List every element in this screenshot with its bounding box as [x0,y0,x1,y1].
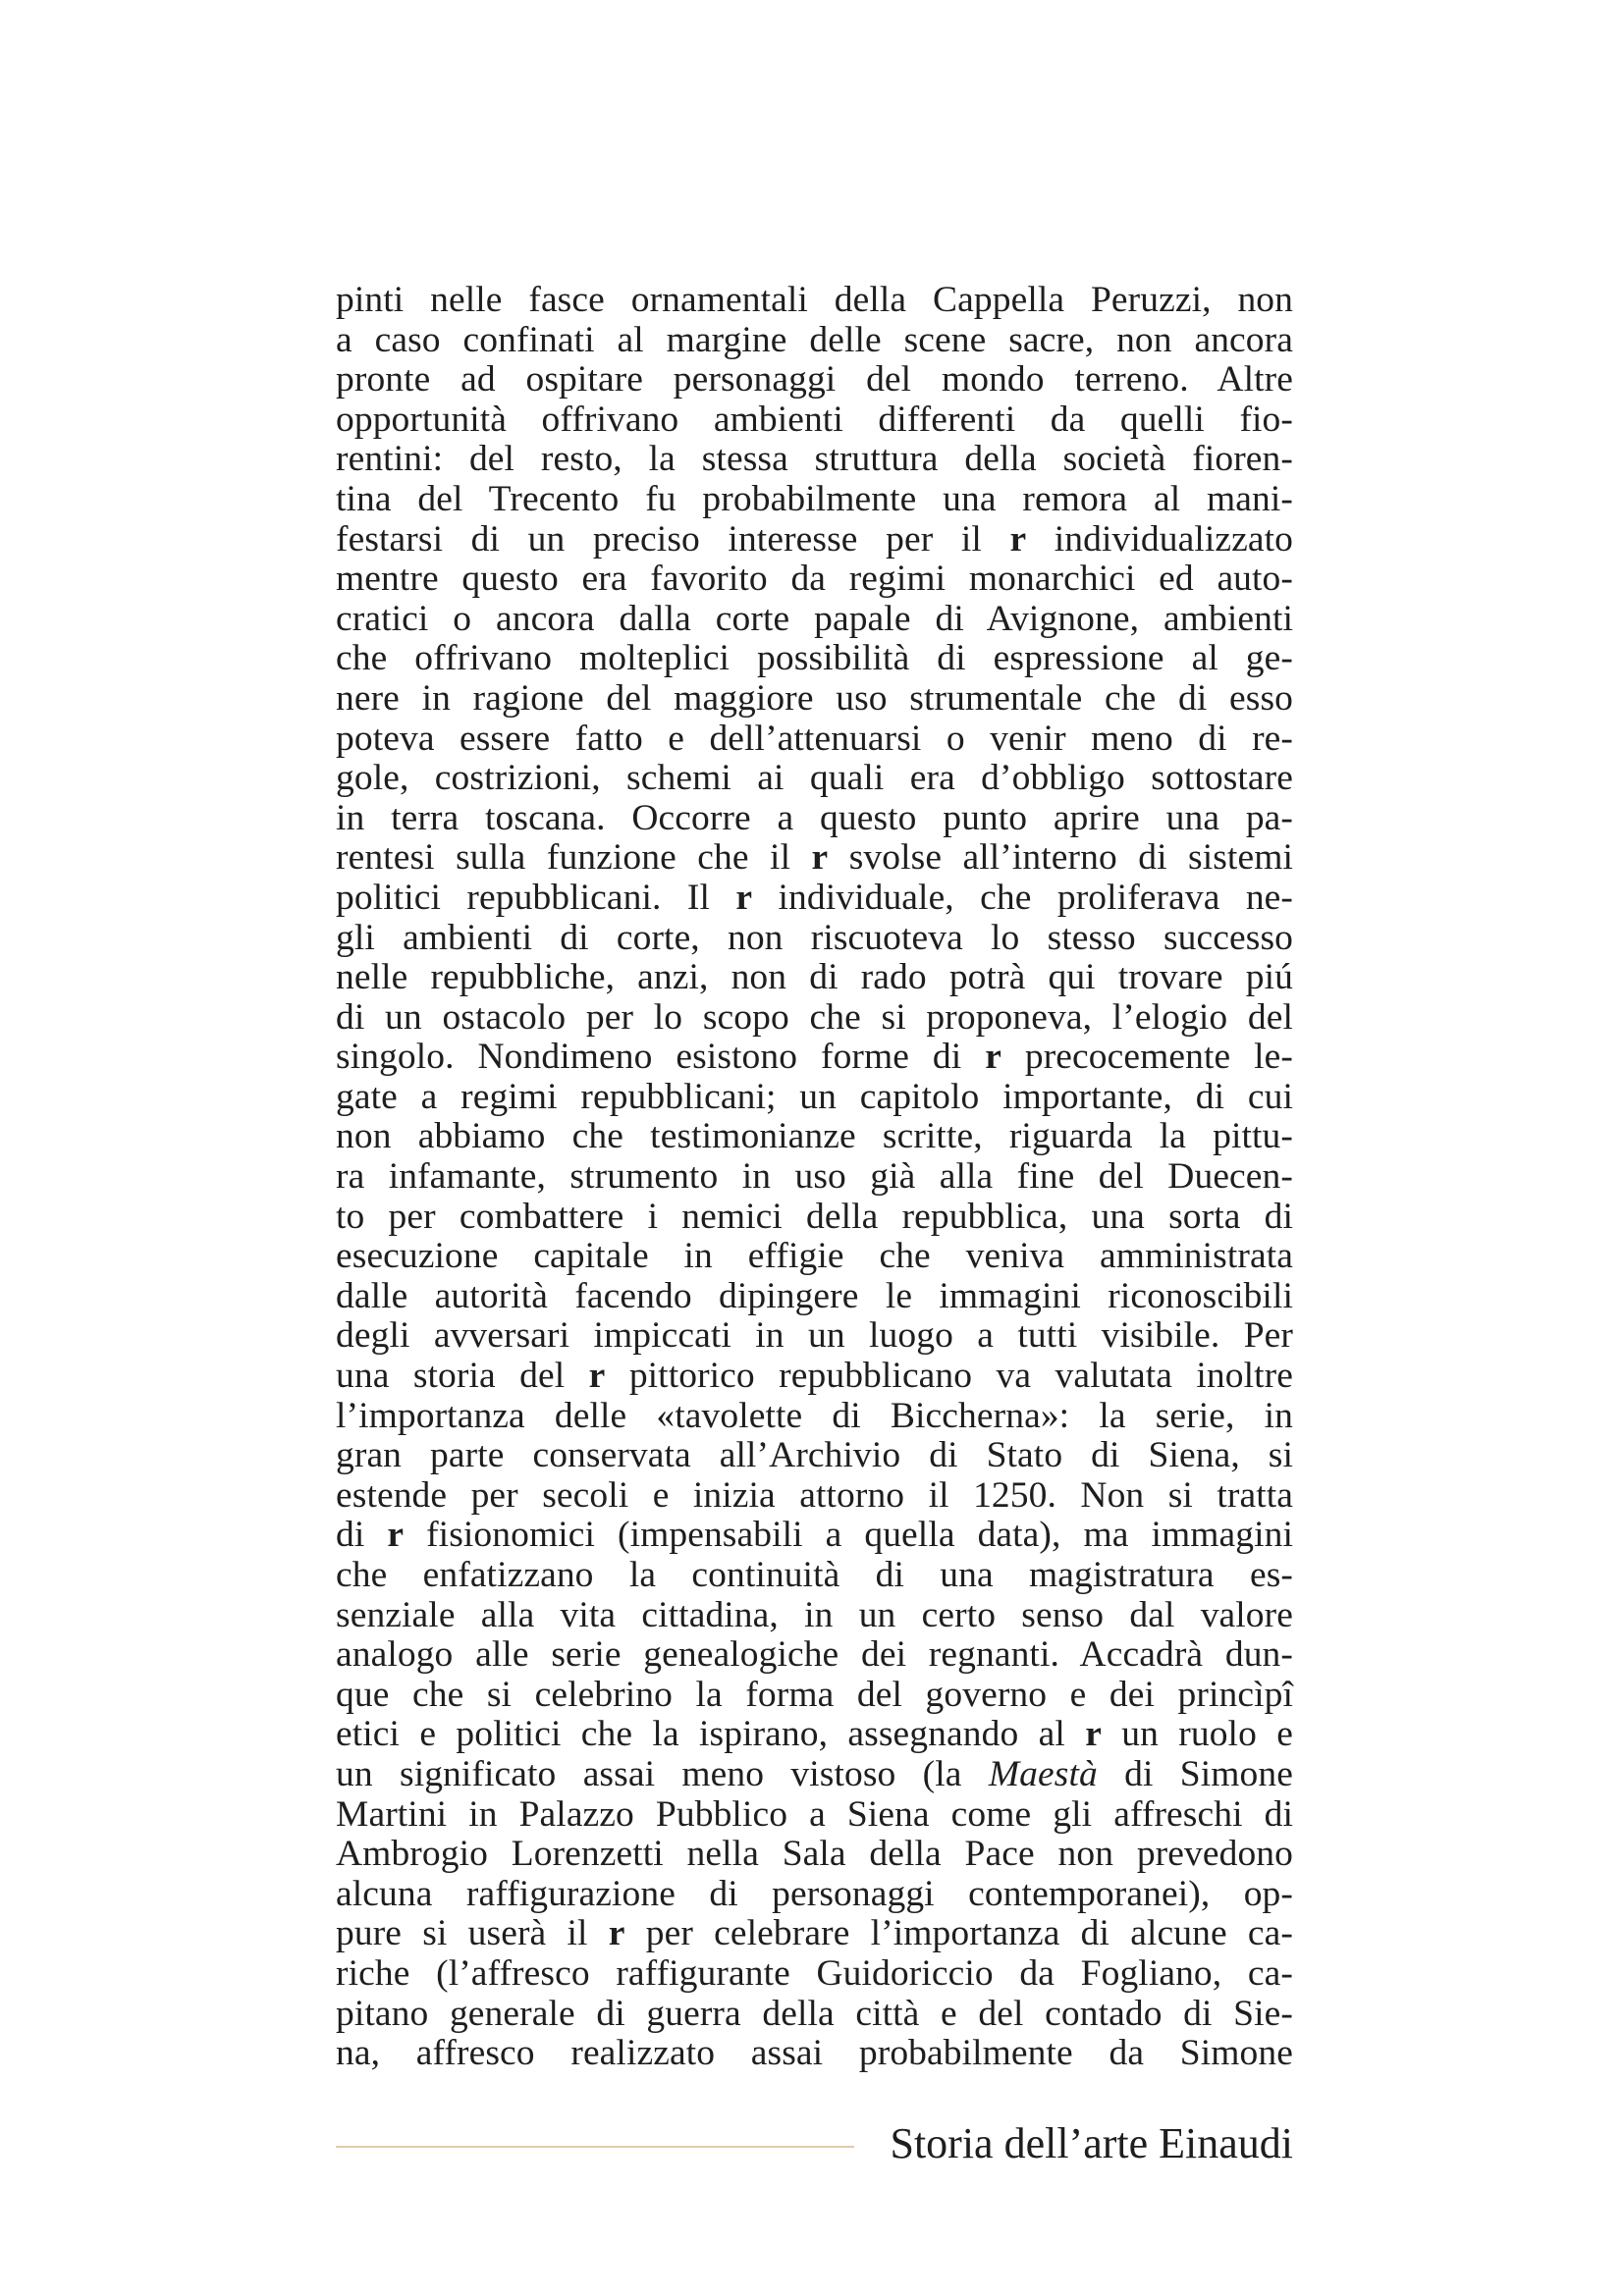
bold-abbreviation: r [608,1913,625,1954]
text-line: opportunità offrivano ambienti differenti da quelli fio- [336,399,1293,440]
text-line: gole, costrizioni, schemi ai quali era d’obbligo sottostare [336,758,1293,799]
bold-abbreviation: r [985,1037,1001,1078]
bold-abbreviation: r [1085,1714,1102,1755]
text-line: Ambrogio Lorenzetti nella Sala della Pace non prevedono [336,1834,1293,1875]
text-line: dalle autorità facendo dipingere le immagini riconoscibili [336,1275,1293,1316]
text-line: Martini in Palazzo Pubblico a Siena come gli affreschi di [336,1793,1293,1835]
text-line: ra infamante, strumento in uso già alla fine del Duecen- [336,1156,1293,1198]
text-line: pure si userà il r per celebrare l’importanza di alcune ca- [336,1913,1293,1954]
text-line: singolo. Nondimeno esistono forme di r precocemente le- [336,1037,1293,1078]
text-line: politici repubblicani. Il r individuale, che proliferava ne- [336,877,1294,918]
text-line: a caso confinati al margine delle scene sacre, non ancora [336,319,1293,360]
text-line: na, affresco realizzato assai probabilmente da Simone [336,2033,1293,2074]
text-line: mentre questo era favorito da regimi monarchici ed auto- [336,559,1293,600]
text-line: esecuzione capitale in effigie che veniva amministrata [336,1236,1293,1277]
text-line: che offrivano molteplici possibilità di espressione al ge- [336,638,1293,679]
text-line: poteva essere fatto e dell’attenuarsi o venir meno di re- [336,718,1293,759]
text-line: nere in ragione del maggiore uso strumentale che di esso [336,677,1293,719]
footer-title: Storia dell’arte Einaudi [890,2119,1293,2167]
text-line: nelle repubbliche, anzi, non di rado potrà qui trovare piú [336,957,1293,998]
text-line: l’importanza delle «tavolette di Biccherna»: la serie, in [336,1395,1293,1436]
text-line: riche (l’affresco raffigurante Guidoriccio da Fogliano, ca- [336,1952,1293,1994]
text-line: che enfatizzano la continuità di una magistratura es- [336,1555,1293,1595]
text-line: alcuna raffigurazione di personaggi contemporanei), op- [336,1873,1293,1914]
text-line: que che si celebrino la forma del governo e dei princìpî [336,1674,1293,1715]
bold-abbreviation: r [811,837,829,879]
text-line: festarsi di un preciso interesse per il r individualizzato [336,518,1293,560]
text-line: pitano generale di guerra della città e del contado di Sie- [336,1993,1293,2034]
bold-abbreviation: r [588,1356,606,1397]
text-line: di r fisionomici (impensabili a quella data), ma immagini [336,1515,1293,1556]
text-line: etici e politici che la ispirano, assegnando al r un ruolo e [336,1714,1293,1755]
body-text [336,281,1293,2074]
text-line: senziale alla vita cittadina, in un certo senso dal valore [336,1594,1293,1635]
bold-abbreviation: r [735,877,753,918]
bold-abbreviation: r [1009,518,1027,560]
text-line: degli avversari impiccati in un luogo a tutti visibile. Per [336,1315,1293,1357]
text-line: to per combattere i nemici della repubblica, una sorta di [336,1196,1293,1237]
text-line: in terra toscana. Occorre a questo punto aprire una pa- [336,797,1293,838]
italic-title: Maestà [988,1753,1098,1794]
text-line: tina del Trecento fu probabilmente una remora al mani- [336,478,1293,519]
text-line: non abbiamo che testimonianze scritte, riguarda la pittu- [336,1116,1293,1157]
text-line: di un ostacolo per lo scopo che si proponeva, l’elogio del [336,996,1293,1038]
text-line: rentini: del resto, la stessa struttura della società fioren- [336,439,1293,480]
text-line: gate a regimi repubblicani; un capitolo importante, di cui [336,1076,1293,1117]
footer-rule [336,2146,854,2148]
text-line: gli ambienti di corte, non riscuoteva lo stesso successo [336,917,1293,958]
text-line: pinti nelle fasce ornamentali della Cappella Peruzzi, non [336,280,1293,320]
bold-abbreviation: r [387,1515,405,1556]
text-line: gran parte conservata all’Archivio di Stato di Siena, si [336,1435,1293,1476]
text-line: una storia del r pittorico repubblicano va valutata inoltre [336,1356,1293,1397]
text-line: cratici o ancora dalla corte papale di Avignone, ambienti [336,598,1293,639]
text-line: rentesi sulla funzione che il r svolse all’interno di sistemi [336,837,1293,879]
text-line: un significato assai meno vistoso (la Maestà di Simone [336,1753,1293,1794]
text-line: pronte ad ospitare personaggi del mondo terreno. Altre [336,359,1293,400]
text-line: analogo alle serie genealogiche dei regnanti. Accadrà dun- [336,1634,1293,1676]
text-line: estende per secoli e inizia attorno il 1250. Non si tratta [336,1474,1293,1516]
